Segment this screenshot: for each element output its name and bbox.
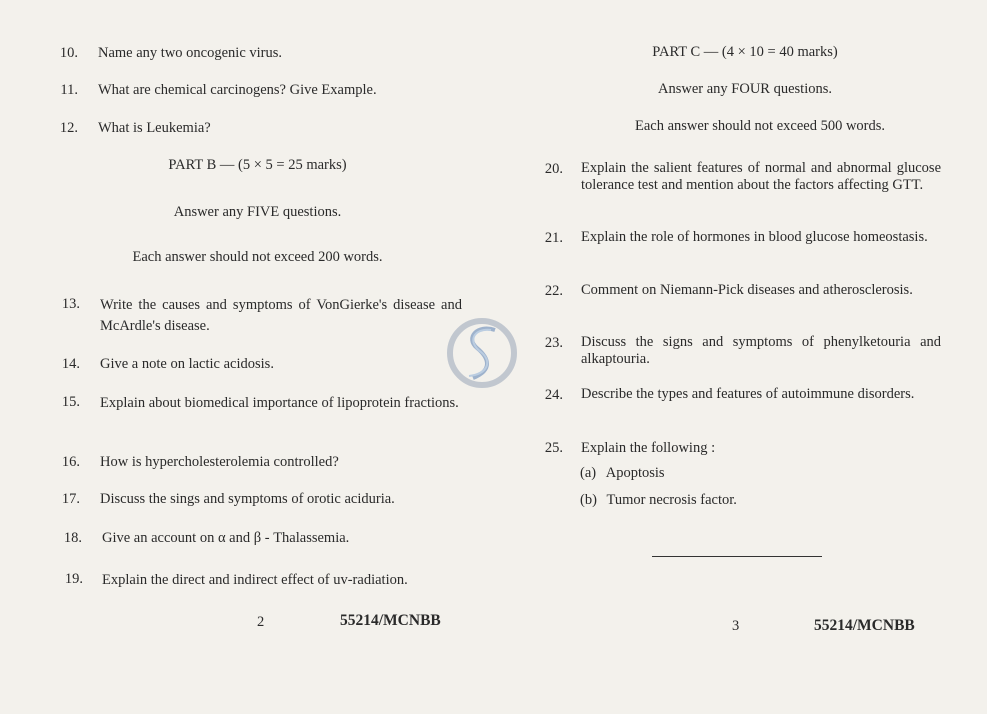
question-number: 10. xyxy=(59,45,78,61)
question-number: 18. xyxy=(63,530,82,546)
question-text: Write the causes and symptoms of VonGierke's disease and McArdle's disease. xyxy=(100,297,462,334)
paper-code: 55214/MCNBB xyxy=(340,612,441,629)
question-number: 21. xyxy=(544,230,563,246)
question-number: 24. xyxy=(544,387,563,403)
end-rule xyxy=(652,556,822,557)
question-text: Discuss the sings and symptoms of orotic aciduria. xyxy=(100,491,395,507)
paper-code: 55214/MCNBB xyxy=(814,617,915,634)
question-number: 23. xyxy=(544,335,563,351)
sub-item-a xyxy=(580,465,665,482)
part-b-instruction: Answer any FIVE questions. xyxy=(173,204,342,220)
question-number: 13. xyxy=(61,296,80,312)
sub-item-label: (b) xyxy=(580,492,597,508)
question-number: 25. xyxy=(544,440,563,456)
page-number: 3 xyxy=(732,618,740,634)
part-c-word-limit: Each answer should not exceed 500 words. xyxy=(634,118,886,134)
question-text: Name any two oncogenic virus. xyxy=(98,45,283,61)
question-text: Discuss the signs and symptoms of phenylketouria and alkaptouria. xyxy=(581,334,941,367)
question-number: 20. xyxy=(544,161,563,177)
question-number: 19. xyxy=(64,571,83,587)
page-number: 2 xyxy=(257,614,265,630)
question-text: Explain the following : xyxy=(581,440,716,456)
question-number: 22. xyxy=(544,283,563,299)
question-text: Explain the direct and indirect effect of uv-radiation. xyxy=(102,572,408,588)
question-text: What are chemical carcinogens? Give Example. xyxy=(98,82,377,98)
question-text: Give a note on lactic acidosis. xyxy=(100,356,274,372)
question-number: 14. xyxy=(61,356,80,372)
question-number: 12. xyxy=(59,120,78,136)
question-text: Explain the salient features of normal and abnormal glucose tolerance test and mention about the factors affecting GTT. xyxy=(581,160,941,193)
watermark-seal-icon xyxy=(447,308,517,398)
question-text: Explain about biomedical importance of lipoprotein fractions. xyxy=(100,395,459,411)
sub-item-text: Tumor necrosis factor. xyxy=(606,492,737,508)
question-text: How is hypercholesterolemia controlled? xyxy=(100,454,339,470)
question-text: Give an account on α and β - Thalassemia. xyxy=(102,530,350,546)
sub-item-label: (a) xyxy=(580,465,597,481)
part-b-heading: PART B — (5 × 5 = 25 marks) xyxy=(168,157,347,173)
question-text: Comment on Niemann-Pick diseases and atherosclerosis. xyxy=(581,282,913,298)
part-c-instruction: Answer any FOUR questions. xyxy=(658,81,832,97)
right-page xyxy=(500,0,987,714)
question-text: What is Leukemia? xyxy=(98,120,211,136)
question-number: 11. xyxy=(60,82,78,98)
part-b-word-limit: Each answer should not exceed 200 words. xyxy=(132,249,383,265)
part-c-heading: PART C — (4 × 10 = 40 marks) xyxy=(652,44,838,60)
question-text: Describe the types and features of autoimmune disorders. xyxy=(581,386,915,402)
left-page xyxy=(0,0,490,714)
sub-item-text: Apoptosis xyxy=(605,465,665,481)
sub-item-b xyxy=(580,492,737,509)
question-number: 17. xyxy=(61,491,80,507)
question-text: Explain the role of hormones in blood glucose homeostasis. xyxy=(581,229,928,245)
question-number: 15. xyxy=(61,394,80,410)
question-number: 16. xyxy=(61,454,80,470)
